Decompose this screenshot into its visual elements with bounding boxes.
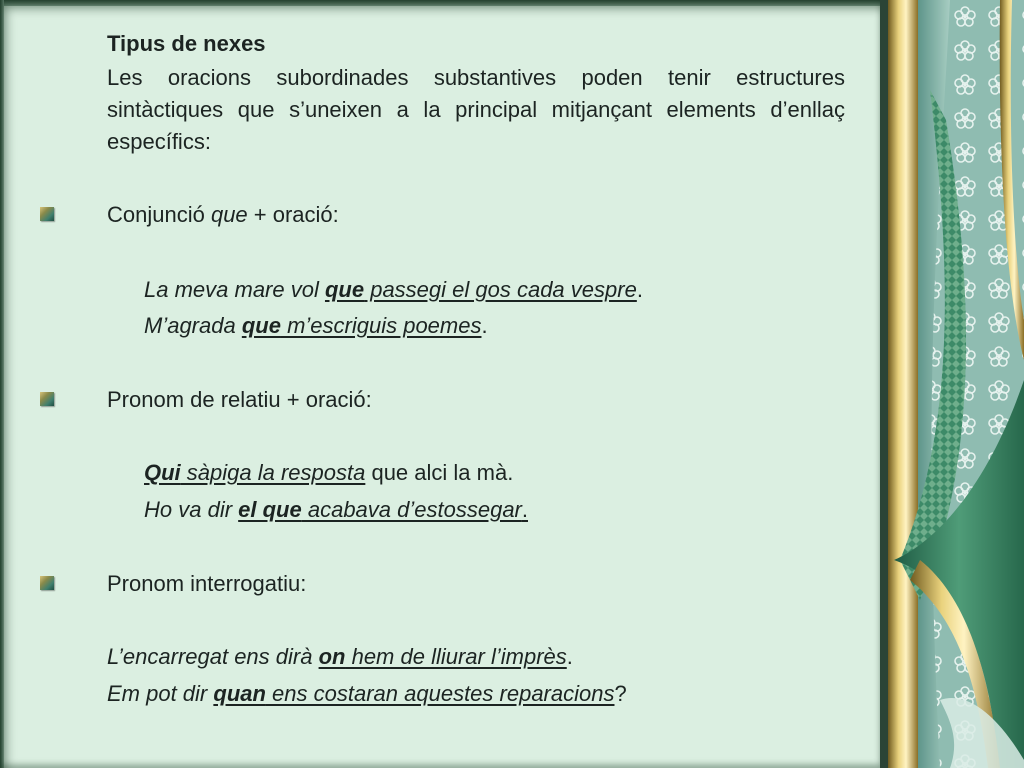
example-3-2: Em pot dir quan ens costaran aquestes reparacions? (107, 681, 627, 706)
decorative-ribbons (880, 0, 1024, 768)
section-label-relatiu: Pronom de relatiu + oració: (107, 387, 372, 412)
bullet-icon (40, 207, 54, 221)
example-3-1: L’encarregat ens dirà on hem de lliurar l’imprès. (107, 644, 573, 669)
intro-paragraph: Les oracions subordinades substantives poden tenir estructures sintàctiques que s’uneixen a la principal mitjançant elements d’enllaç específics: (107, 65, 845, 154)
example-2-2: Ho va dir el que acabava d’estossegar. (144, 497, 528, 522)
bullet-icon (40, 392, 54, 406)
example-1-2: M’agrada que m’escriguis poemes. (144, 313, 488, 338)
bullet-icon (40, 576, 54, 590)
section-label-interrogatiu: Pronom interrogatiu: (107, 571, 307, 596)
section-label-conjuncio: Conjunció que + oració: (107, 202, 339, 227)
example-2-1: Qui sàpiga la resposta que alci la mà. (144, 460, 514, 485)
decorative-panel (880, 0, 1024, 768)
slide-heading: Tipus de nexes (107, 31, 266, 56)
example-1-1: La meva mare vol que passegi el gos cada vespre. (144, 277, 643, 302)
